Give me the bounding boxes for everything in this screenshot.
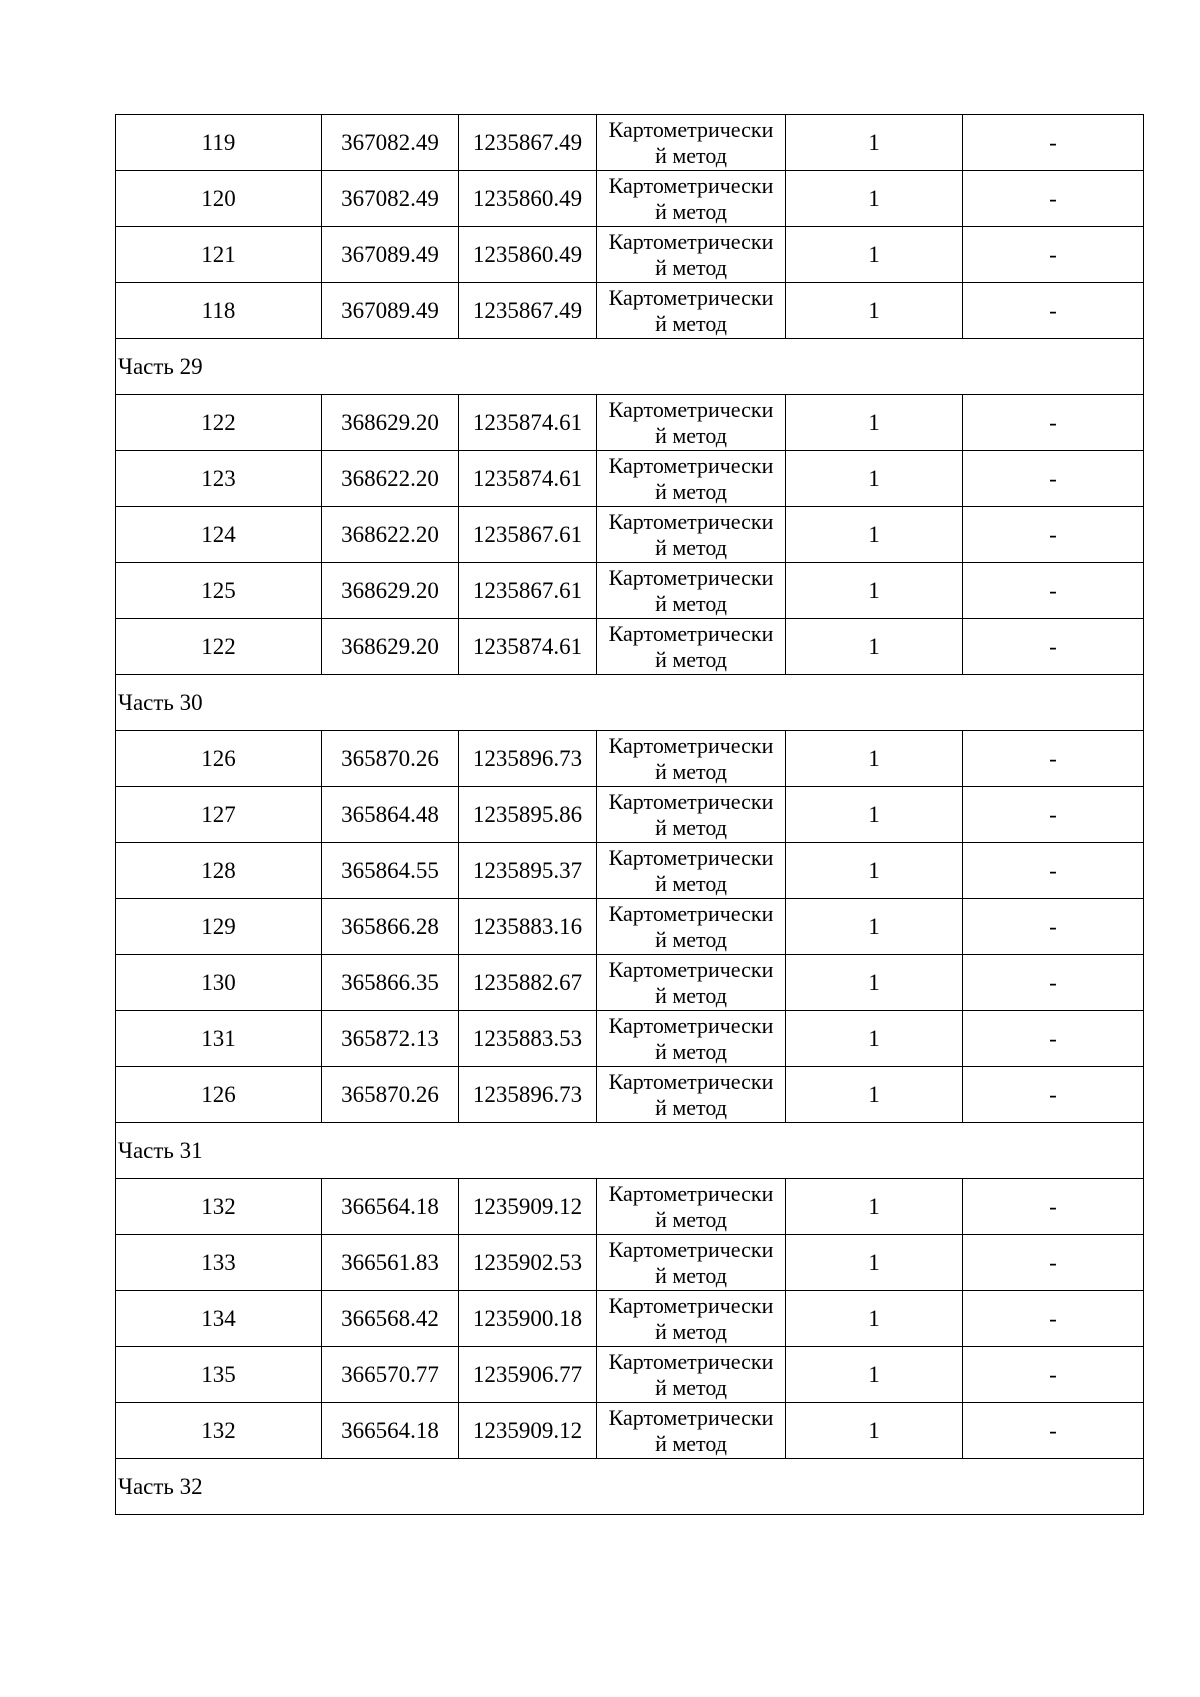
- y-coordinate-cell: 1235860.49: [459, 227, 597, 283]
- table-row: [116, 171, 1144, 227]
- section-row: [116, 339, 1144, 395]
- accuracy-cell: 1: [786, 1179, 963, 1235]
- x-coordinate-cell: 367082.49: [322, 171, 459, 227]
- section-title: Часть 31: [116, 1123, 1144, 1179]
- note-cell: -: [963, 395, 1144, 451]
- x-coordinate-cell: 365872.13: [322, 1011, 459, 1067]
- point-number-cell: 135: [116, 1347, 322, 1403]
- x-coordinate-cell: 365864.55: [322, 843, 459, 899]
- method-cell: Картометрически й метод: [597, 507, 786, 563]
- note-cell: -: [963, 1291, 1144, 1347]
- y-coordinate-cell: 1235906.77: [459, 1347, 597, 1403]
- table-row: [116, 451, 1144, 507]
- section-title: Часть 29: [116, 339, 1144, 395]
- accuracy-cell: 1: [786, 899, 963, 955]
- y-coordinate-cell: 1235896.73: [459, 1067, 597, 1123]
- point-number-cell: 126: [116, 1067, 322, 1123]
- y-coordinate-cell: 1235895.86: [459, 787, 597, 843]
- method-cell: Картометрически й метод: [597, 451, 786, 507]
- point-number-cell: 118: [116, 283, 322, 339]
- point-number-cell: 133: [116, 1235, 322, 1291]
- method-cell: Картометрически й метод: [597, 227, 786, 283]
- table-row: [116, 1403, 1144, 1459]
- x-coordinate-cell: 365870.26: [322, 1067, 459, 1123]
- table-row: [116, 507, 1144, 563]
- accuracy-cell: 1: [786, 955, 963, 1011]
- point-number-cell: 127: [116, 787, 322, 843]
- coordinates-table: [115, 114, 1144, 1515]
- y-coordinate-cell: 1235867.61: [459, 563, 597, 619]
- note-cell: -: [963, 619, 1144, 675]
- section-row: [116, 675, 1144, 731]
- y-coordinate-cell: 1235867.49: [459, 283, 597, 339]
- x-coordinate-cell: 366561.83: [322, 1235, 459, 1291]
- note-cell: -: [963, 787, 1144, 843]
- method-cell: Картометрически й метод: [597, 731, 786, 787]
- accuracy-cell: 1: [786, 1291, 963, 1347]
- method-cell: Картометрически й метод: [597, 843, 786, 899]
- x-coordinate-cell: 366564.18: [322, 1403, 459, 1459]
- section-title: Часть 30: [116, 675, 1144, 731]
- note-cell: -: [963, 955, 1144, 1011]
- y-coordinate-cell: 1235860.49: [459, 171, 597, 227]
- y-coordinate-cell: 1235909.12: [459, 1403, 597, 1459]
- accuracy-cell: 1: [786, 1347, 963, 1403]
- y-coordinate-cell: 1235882.67: [459, 955, 597, 1011]
- accuracy-cell: 1: [786, 1011, 963, 1067]
- x-coordinate-cell: 367082.49: [322, 115, 459, 171]
- note-cell: -: [963, 283, 1144, 339]
- point-number-cell: 125: [116, 563, 322, 619]
- note-cell: -: [963, 507, 1144, 563]
- section-title: Часть 32: [116, 1459, 1144, 1515]
- table-row: [116, 1291, 1144, 1347]
- method-cell: Картометрически й метод: [597, 1235, 786, 1291]
- table-row: [116, 1179, 1144, 1235]
- accuracy-cell: 1: [786, 731, 963, 787]
- table-row: [116, 1347, 1144, 1403]
- accuracy-cell: 1: [786, 283, 963, 339]
- note-cell: -: [963, 731, 1144, 787]
- method-cell: Картометрически й метод: [597, 955, 786, 1011]
- x-coordinate-cell: 368629.20: [322, 395, 459, 451]
- table-row: [116, 563, 1144, 619]
- note-cell: -: [963, 1403, 1144, 1459]
- table-row: [116, 283, 1144, 339]
- note-cell: -: [963, 1347, 1144, 1403]
- point-number-cell: 120: [116, 171, 322, 227]
- table-row: [116, 1235, 1144, 1291]
- point-number-cell: 121: [116, 227, 322, 283]
- accuracy-cell: 1: [786, 395, 963, 451]
- x-coordinate-cell: 368622.20: [322, 507, 459, 563]
- y-coordinate-cell: 1235900.18: [459, 1291, 597, 1347]
- note-cell: -: [963, 843, 1144, 899]
- table-row: [116, 843, 1144, 899]
- point-number-cell: 119: [116, 115, 322, 171]
- method-cell: Картометрически й метод: [597, 115, 786, 171]
- method-cell: Картометрически й метод: [597, 619, 786, 675]
- x-coordinate-cell: 365866.28: [322, 899, 459, 955]
- point-number-cell: 123: [116, 451, 322, 507]
- x-coordinate-cell: 366570.77: [322, 1347, 459, 1403]
- note-cell: -: [963, 563, 1144, 619]
- x-coordinate-cell: 366568.42: [322, 1291, 459, 1347]
- x-coordinate-cell: 368622.20: [322, 451, 459, 507]
- table-row: [116, 115, 1144, 171]
- table-row: [116, 227, 1144, 283]
- accuracy-cell: 1: [786, 843, 963, 899]
- table-row: [116, 619, 1144, 675]
- method-cell: Картометрически й метод: [597, 283, 786, 339]
- accuracy-cell: 1: [786, 1067, 963, 1123]
- method-cell: Картометрически й метод: [597, 1011, 786, 1067]
- accuracy-cell: 1: [786, 451, 963, 507]
- point-number-cell: 130: [116, 955, 322, 1011]
- note-cell: -: [963, 1179, 1144, 1235]
- note-cell: -: [963, 1067, 1144, 1123]
- point-number-cell: 129: [116, 899, 322, 955]
- y-coordinate-cell: 1235874.61: [459, 395, 597, 451]
- point-number-cell: 134: [116, 1291, 322, 1347]
- accuracy-cell: 1: [786, 787, 963, 843]
- accuracy-cell: 1: [786, 563, 963, 619]
- point-number-cell: 128: [116, 843, 322, 899]
- table-row: [116, 787, 1144, 843]
- note-cell: -: [963, 1235, 1144, 1291]
- point-number-cell: 122: [116, 619, 322, 675]
- method-cell: Картометрически й метод: [597, 1403, 786, 1459]
- accuracy-cell: 1: [786, 227, 963, 283]
- point-number-cell: 132: [116, 1179, 322, 1235]
- y-coordinate-cell: 1235867.61: [459, 507, 597, 563]
- x-coordinate-cell: 367089.49: [322, 227, 459, 283]
- y-coordinate-cell: 1235867.49: [459, 115, 597, 171]
- accuracy-cell: 1: [786, 1235, 963, 1291]
- point-number-cell: 132: [116, 1403, 322, 1459]
- x-coordinate-cell: 365870.26: [322, 731, 459, 787]
- accuracy-cell: 1: [786, 507, 963, 563]
- table-row: [116, 955, 1144, 1011]
- y-coordinate-cell: 1235883.16: [459, 899, 597, 955]
- y-coordinate-cell: 1235883.53: [459, 1011, 597, 1067]
- point-number-cell: 126: [116, 731, 322, 787]
- y-coordinate-cell: 1235874.61: [459, 619, 597, 675]
- y-coordinate-cell: 1235902.53: [459, 1235, 597, 1291]
- note-cell: -: [963, 899, 1144, 955]
- method-cell: Картометрически й метод: [597, 395, 786, 451]
- x-coordinate-cell: 368629.20: [322, 563, 459, 619]
- method-cell: Картометрически й метод: [597, 1347, 786, 1403]
- accuracy-cell: 1: [786, 1403, 963, 1459]
- method-cell: Картометрически й метод: [597, 1067, 786, 1123]
- section-row: [116, 1123, 1144, 1179]
- y-coordinate-cell: 1235896.73: [459, 731, 597, 787]
- method-cell: Картометрически й метод: [597, 171, 786, 227]
- x-coordinate-cell: 367089.49: [322, 283, 459, 339]
- x-coordinate-cell: 365866.35: [322, 955, 459, 1011]
- method-cell: Картометрически й метод: [597, 563, 786, 619]
- table-row: [116, 899, 1144, 955]
- accuracy-cell: 1: [786, 171, 963, 227]
- method-cell: Картометрически й метод: [597, 787, 786, 843]
- method-cell: Картометрически й метод: [597, 1291, 786, 1347]
- method-cell: Картометрически й метод: [597, 1179, 786, 1235]
- accuracy-cell: 1: [786, 619, 963, 675]
- point-number-cell: 124: [116, 507, 322, 563]
- section-row: [116, 1459, 1144, 1515]
- x-coordinate-cell: 365864.48: [322, 787, 459, 843]
- table-row: [116, 1011, 1144, 1067]
- y-coordinate-cell: 1235909.12: [459, 1179, 597, 1235]
- y-coordinate-cell: 1235895.37: [459, 843, 597, 899]
- note-cell: -: [963, 1011, 1144, 1067]
- x-coordinate-cell: 366564.18: [322, 1179, 459, 1235]
- method-cell: Картометрически й метод: [597, 899, 786, 955]
- table-row: [116, 1067, 1144, 1123]
- note-cell: -: [963, 115, 1144, 171]
- accuracy-cell: 1: [786, 115, 963, 171]
- note-cell: -: [963, 227, 1144, 283]
- note-cell: -: [963, 451, 1144, 507]
- point-number-cell: 131: [116, 1011, 322, 1067]
- table-row: [116, 395, 1144, 451]
- table-row: [116, 731, 1144, 787]
- y-coordinate-cell: 1235874.61: [459, 451, 597, 507]
- x-coordinate-cell: 368629.20: [322, 619, 459, 675]
- note-cell: -: [963, 171, 1144, 227]
- coordinates-table-body: [116, 115, 1144, 1515]
- point-number-cell: 122: [116, 395, 322, 451]
